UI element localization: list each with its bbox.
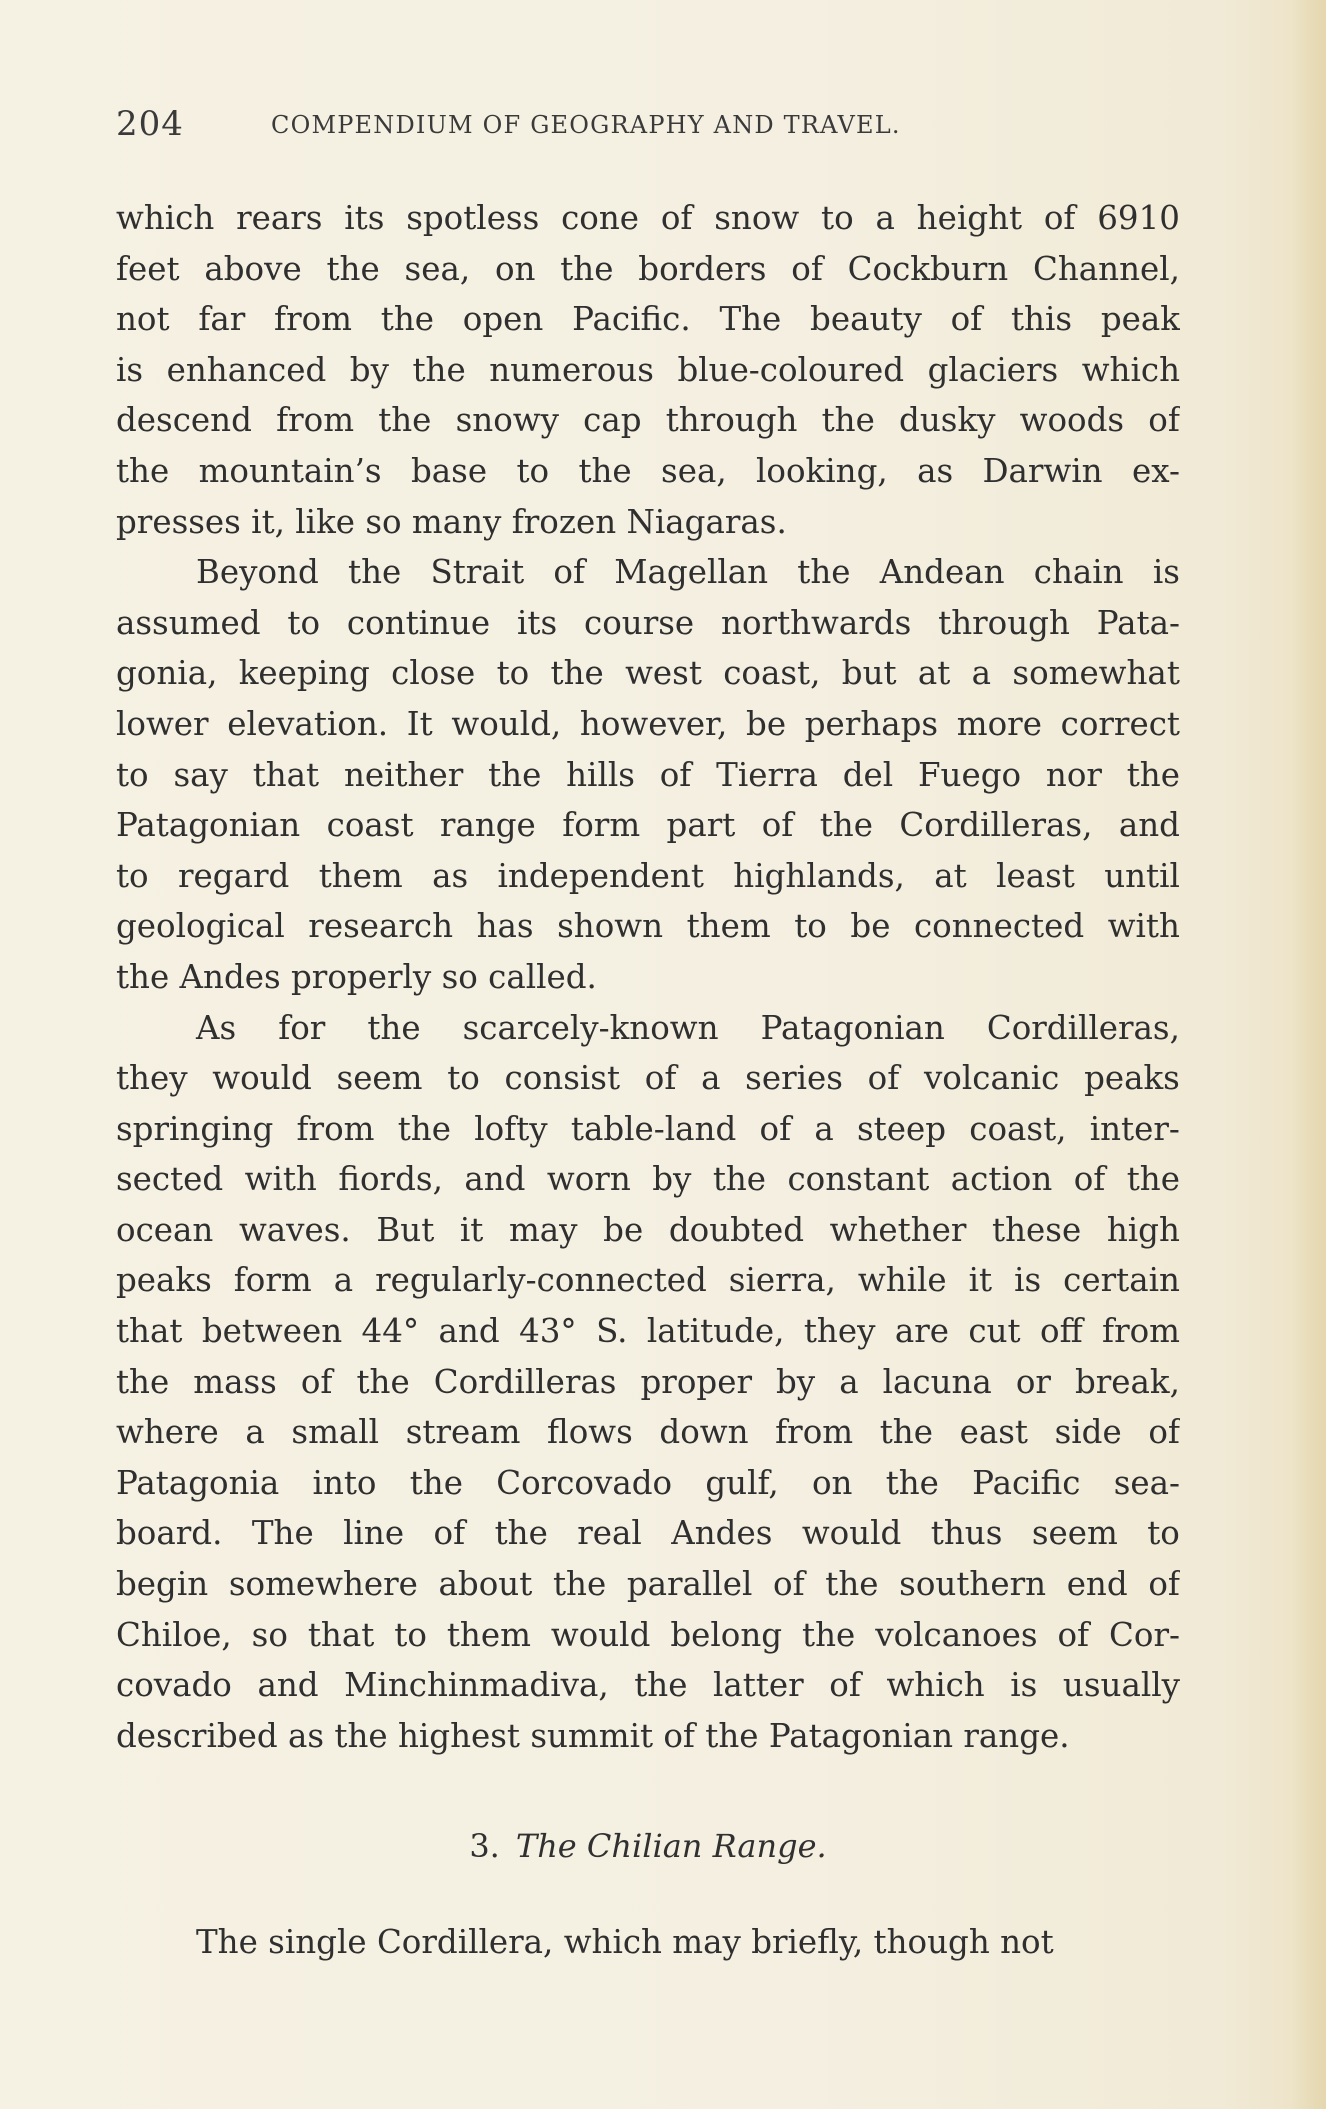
text-line: Beyond the Strait of Magellan the Andean chain is	[196, 553, 1180, 592]
body-text	[116, 193, 1180, 1761]
text-line: peaks form a regularly-connected sierra, while it is certain	[116, 1261, 1180, 1300]
text-line: which rears its spotless cone of snow to a height of 6910	[116, 199, 1180, 237]
text-line: board. The line of the real Andes would thus seem to	[116, 1514, 1180, 1553]
section-title: The Chilian Range.	[515, 1827, 827, 1865]
final-line	[116, 1917, 1180, 1968]
text-line: presses it, like so many frozen Niagaras.	[116, 502, 787, 541]
text-line: ocean waves. But it may be doubted whether these high	[116, 1210, 1180, 1249]
text-line: they would seem to consist of a series of volcanic peaks	[116, 1059, 1180, 1098]
text-line: is enhanced by the numerous blue-coloured glaciers which	[116, 350, 1180, 389]
page-edge-shadow	[1290, 0, 1326, 2109]
text-line: begin somewhere about the parallel of the southern end of	[116, 1565, 1180, 1604]
text-line: gonia, keeping close to the west coast, but at a somewhat	[116, 654, 1180, 693]
text-line: assumed to continue its course northwards through Pata-	[116, 603, 1180, 642]
text-line: geological research has shown them to be connected with	[116, 907, 1180, 946]
section-number: 3.	[469, 1827, 500, 1865]
text-line: lower elevation. It would, however, be perhaps more correct	[116, 704, 1180, 743]
text-line: Chiloe, so that to them would belong the volcanoes of Cor-	[116, 1615, 1180, 1654]
text-line: springing from the lofty table-land of a steep coast, inter-	[116, 1109, 1180, 1148]
text-line: the Andes properly so called.	[116, 957, 597, 996]
text-line: descend from the snowy cap through the dusky woods of	[116, 401, 1180, 440]
section-heading	[116, 1822, 1180, 1870]
next-paragraph	[116, 1917, 1180, 1968]
text-line: Patagonia into the Corcovado gulf, on the Pacific sea-	[116, 1463, 1180, 1502]
page-header	[116, 104, 1116, 148]
text-line: not far from the open Pacific. The beauty of this peak	[116, 300, 1180, 339]
text-line: to say that neither the hills of Tierra del Fuego nor the	[116, 755, 1180, 794]
text-line: As for the scarcely-known Patagonian Cordilleras,	[196, 1008, 1180, 1047]
text-line: the mountain’s base to the sea, looking, as Darwin ex-	[116, 451, 1180, 490]
text-line: described as the highest summit of the Patagonian range.	[116, 1716, 1070, 1755]
text-line: Patagonian coast range form part of the Cordilleras, and	[116, 806, 1180, 845]
text-line: to regard them as independent highlands, at least until	[116, 856, 1180, 895]
text-line: sected with fiords, and worn by the constant action of the	[116, 1160, 1180, 1199]
text-line: the mass of the Cordilleras proper by a lacuna or break,	[116, 1362, 1180, 1401]
text-line: where a small stream flows down from the east side of	[116, 1413, 1180, 1452]
text-line: feet above the sea, on the borders of Cockburn Channel,	[116, 249, 1180, 288]
final-line-text: The single Cordillera, which may briefly, though not	[196, 1923, 1054, 1961]
text-line: that between 44° and 43° S. latitude, they are cut off from	[116, 1312, 1180, 1351]
page-number: 204	[116, 104, 184, 144]
text-line: covado and Minchinmadiva, the latter of which is usually	[116, 1666, 1180, 1705]
running-title: COMPENDIUM OF GEOGRAPHY AND TRAVEL.	[271, 111, 901, 139]
